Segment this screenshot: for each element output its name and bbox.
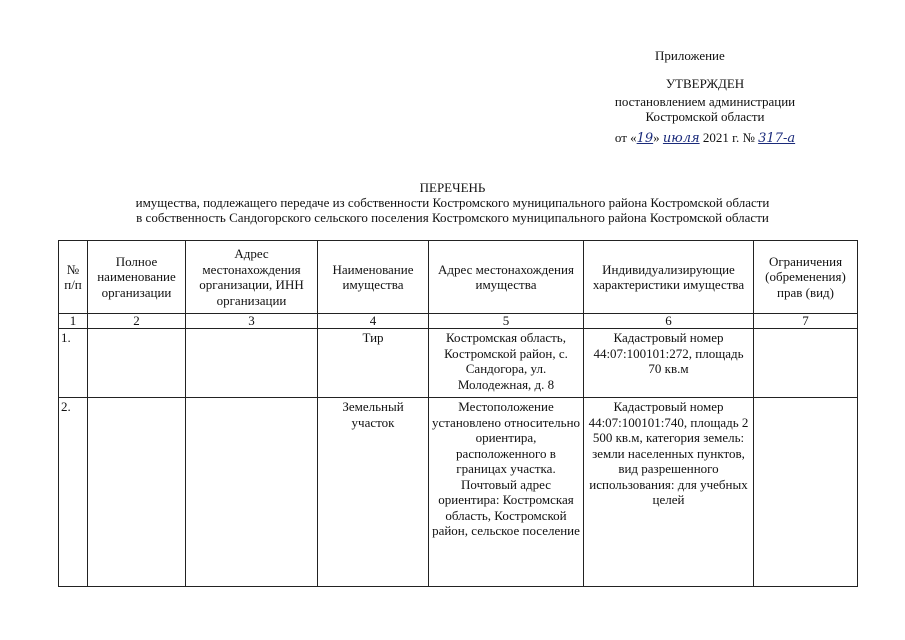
row-number: 2. bbox=[59, 398, 88, 587]
column-number-row bbox=[59, 314, 858, 329]
header-org-address: Адрес местонахождения организации, ИНН организации bbox=[186, 241, 318, 314]
date-day: 19 bbox=[636, 131, 654, 146]
row-property-name: Тир bbox=[318, 329, 429, 398]
row-org-name bbox=[88, 398, 186, 587]
row-number: 1. bbox=[59, 329, 88, 398]
row-property-address: Костромская область, Костромской район, с. Сандогора, ул. Молодежная, д. 8 bbox=[429, 329, 584, 398]
title-heading: ПЕРЕЧЕНЬ bbox=[419, 180, 486, 195]
header-characteristics: Индивидуализирующие характеристики имущества bbox=[584, 241, 754, 314]
table-row bbox=[59, 398, 858, 587]
approval-date-line bbox=[560, 130, 850, 147]
row-property-name: Земельный участок bbox=[318, 398, 429, 587]
column-number: 1 bbox=[59, 314, 88, 329]
row-characteristics: Кадастровый номер 44:07:100101:740, площадь 2 500 кв.м, категория земель: земли населенных пунктов, вид разрешенного использования: для учебных целей bbox=[584, 398, 754, 587]
annex-label: Приложение bbox=[655, 48, 725, 63]
table-row bbox=[59, 329, 858, 398]
row-characteristics: Кадастровый номер 44:07:100101:272, площадь 70 кв.м bbox=[584, 329, 754, 398]
date-mid: » bbox=[653, 130, 660, 145]
title-line-1: имущества, подлежащего передаче из собственности Костромского муниципального района Костромской области bbox=[135, 195, 770, 210]
column-number: 5 bbox=[429, 314, 584, 329]
header-org-name: Полное наименование организации bbox=[88, 241, 186, 314]
approved-by: постановлением администрации bbox=[614, 94, 796, 109]
header-property-name: Наименование имущества bbox=[318, 241, 429, 314]
header-property-address: Адрес местонахождения имущества bbox=[429, 241, 584, 314]
approved-label: УТВЕРЖДЕН bbox=[665, 76, 745, 91]
header-restrictions: Ограничения (обременения) прав (вид) bbox=[754, 241, 858, 314]
column-number: 6 bbox=[584, 314, 754, 329]
document-title bbox=[0, 180, 905, 225]
date-year: 2021 г. № bbox=[702, 130, 755, 145]
table-header-row bbox=[59, 241, 858, 314]
header-number: № п/п bbox=[59, 241, 88, 314]
row-restrictions bbox=[754, 329, 858, 398]
decree-number: 317-а bbox=[758, 131, 796, 146]
approved-region: Костромской области bbox=[645, 109, 765, 124]
title-line-2: в собственность Сандогорского сельского поселения Костромского муниципального района Костромской области bbox=[136, 210, 769, 225]
column-number: 2 bbox=[88, 314, 186, 329]
row-org-name bbox=[88, 329, 186, 398]
column-number: 7 bbox=[754, 314, 858, 329]
column-number: 4 bbox=[318, 314, 429, 329]
date-month: июля bbox=[662, 131, 700, 146]
row-property-address: Местоположение установлено относительно ориентира, расположенного в границах участка. Почтовый адрес ориентира: Костромская область, Костромской район, сельское поселение bbox=[429, 398, 584, 587]
row-org-address bbox=[186, 398, 318, 587]
row-org-address bbox=[186, 329, 318, 398]
date-prefix: от « bbox=[614, 130, 637, 145]
row-restrictions bbox=[754, 398, 858, 587]
column-number: 3 bbox=[186, 314, 318, 329]
property-table bbox=[58, 240, 858, 587]
